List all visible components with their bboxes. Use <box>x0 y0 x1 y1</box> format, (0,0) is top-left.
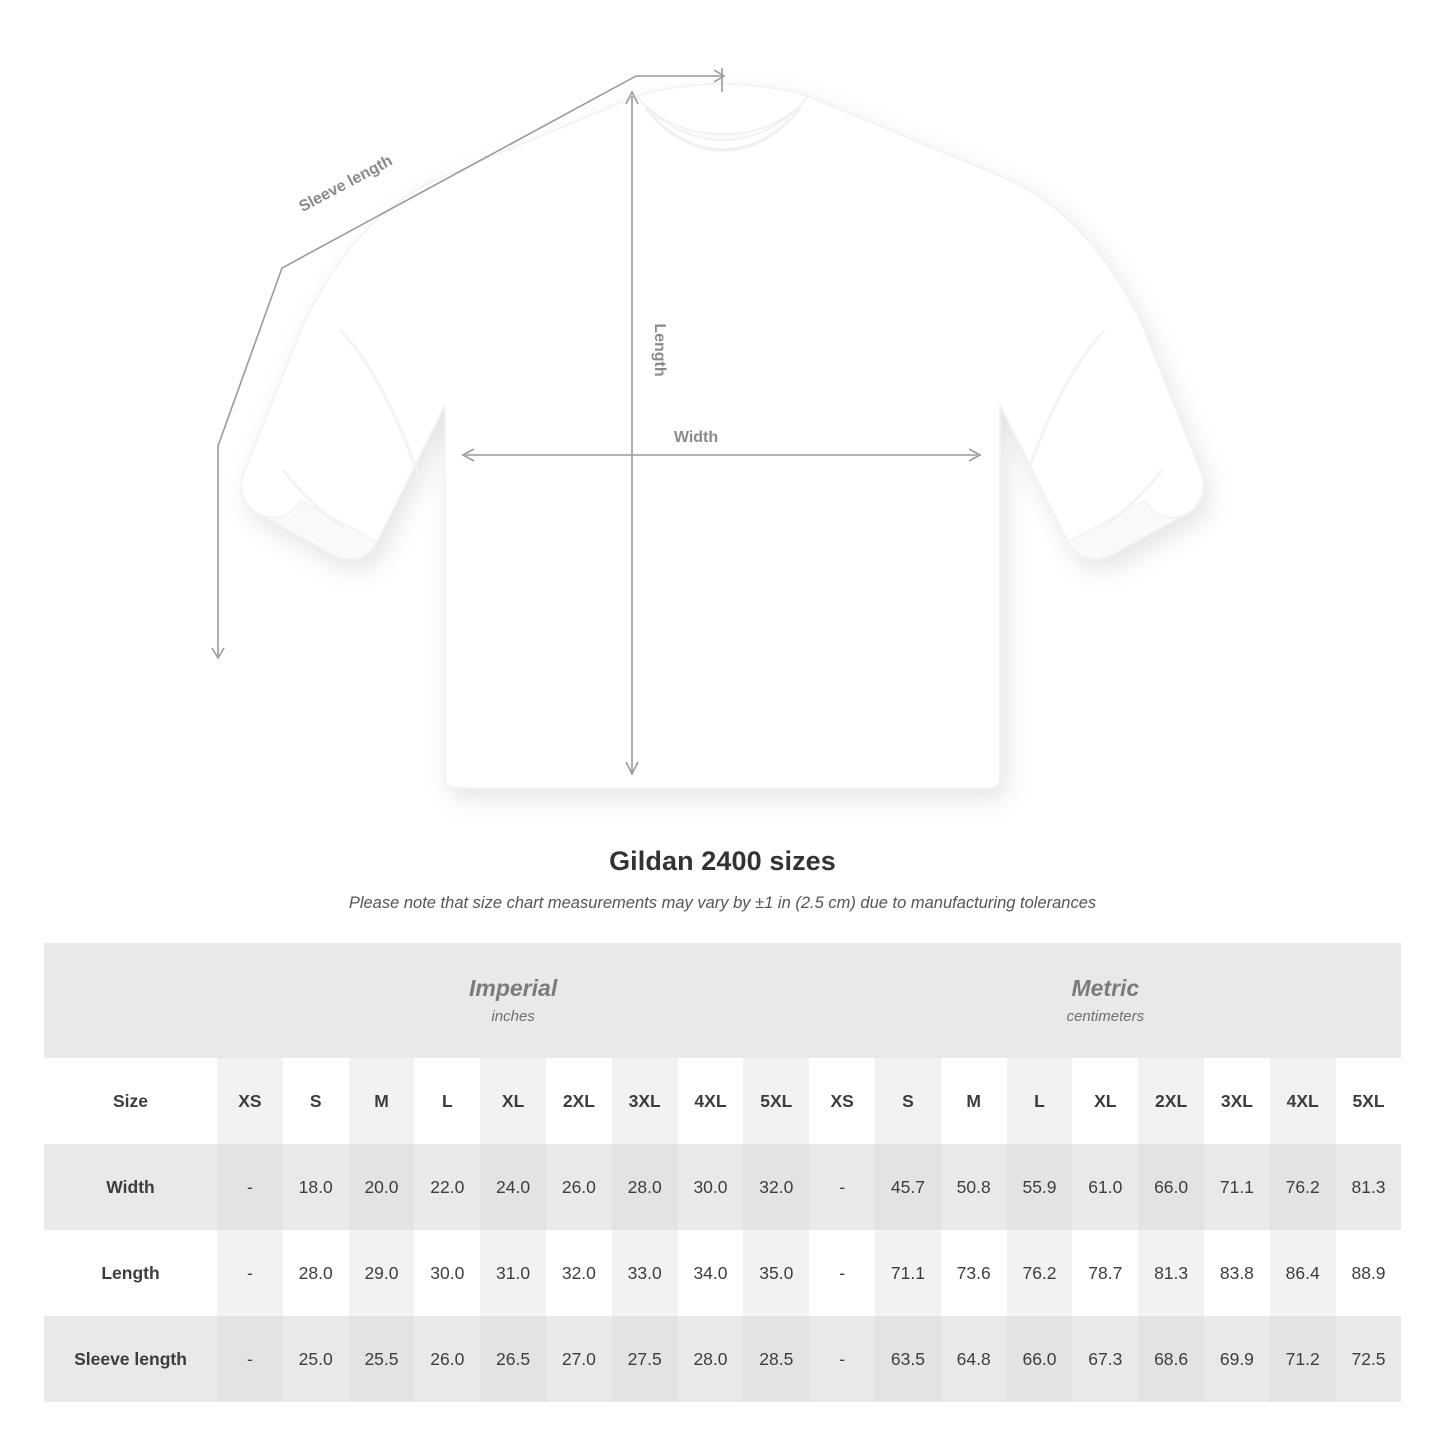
cell-sleeve-3xl-cm: 69.9 <box>1204 1316 1270 1402</box>
cell-width-4xl-in: 30.0 <box>678 1144 744 1230</box>
size-col-xl-imperial: XL <box>480 1058 546 1144</box>
cell-length-s-in: 28.0 <box>283 1230 349 1316</box>
size-col-xl-metric: XL <box>1072 1058 1138 1144</box>
cell-length-s-cm: 71.1 <box>875 1230 941 1316</box>
cell-width-xs-in: - <box>217 1144 283 1230</box>
cell-length-3xl-in: 33.0 <box>612 1230 678 1316</box>
cell-length-m-cm: 73.6 <box>941 1230 1007 1316</box>
unit-group-metric-sub: centimeters <box>1066 1008 1145 1026</box>
size-col-5xl-imperial: 5XL <box>743 1058 809 1144</box>
size-col-l-metric: L <box>1007 1058 1073 1144</box>
size-col-m-metric: M <box>941 1058 1007 1144</box>
cell-sleeve-xl-in: 26.5 <box>480 1316 546 1402</box>
size-header-row <box>44 1058 1401 1144</box>
size-col-2xl-metric: 2XL <box>1138 1058 1204 1144</box>
shirt-shape <box>241 84 1203 788</box>
cell-width-2xl-in: 26.0 <box>546 1144 612 1230</box>
chart-title: Gildan 2400 sizes <box>609 846 836 876</box>
size-col-4xl-metric: 4XL <box>1270 1058 1336 1144</box>
cell-width-4xl-cm: 76.2 <box>1270 1144 1336 1230</box>
size-col-3xl-imperial: 3XL <box>612 1058 678 1144</box>
table-row <box>44 1230 1401 1316</box>
cell-length-5xl-in: 35.0 <box>743 1230 809 1316</box>
unit-header-row <box>44 943 1401 1058</box>
cell-sleeve-l-in: 26.0 <box>414 1316 480 1402</box>
cell-sleeve-xl-cm: 67.3 <box>1072 1316 1138 1402</box>
cell-length-4xl-cm: 86.4 <box>1270 1230 1336 1316</box>
size-table <box>44 943 1401 1402</box>
row-label-sleeve-length: Sleeve length <box>44 1316 217 1402</box>
unit-group-metric <box>809 943 1401 1058</box>
cell-sleeve-xs-cm: - <box>809 1316 875 1402</box>
cell-width-m-in: 20.0 <box>349 1144 415 1230</box>
cell-width-l-in: 22.0 <box>414 1144 480 1230</box>
cell-length-l-in: 30.0 <box>414 1230 480 1316</box>
cell-sleeve-m-cm: 64.8 <box>941 1316 1007 1402</box>
size-col-5xl-metric: 5XL <box>1336 1058 1402 1144</box>
size-header-label: Size <box>44 1058 217 1144</box>
unit-group-imperial-name: Imperial <box>469 974 558 1001</box>
size-col-l-imperial: L <box>414 1058 480 1144</box>
cell-sleeve-l-cm: 66.0 <box>1007 1316 1073 1402</box>
cell-length-4xl-in: 34.0 <box>678 1230 744 1316</box>
cell-length-l-cm: 76.2 <box>1007 1230 1073 1316</box>
cell-length-xl-in: 31.0 <box>480 1230 546 1316</box>
cell-sleeve-m-in: 25.5 <box>349 1316 415 1402</box>
size-col-2xl-imperial: 2XL <box>546 1058 612 1144</box>
cell-sleeve-5xl-cm: 72.5 <box>1336 1316 1402 1402</box>
cell-length-5xl-cm: 88.9 <box>1336 1230 1402 1316</box>
cell-width-5xl-in: 32.0 <box>743 1144 809 1230</box>
unit-group-imperial-sub: inches <box>491 1008 535 1026</box>
unit-group-imperial <box>217 943 809 1058</box>
size-col-4xl-imperial: 4XL <box>678 1058 744 1144</box>
title-block <box>0 846 1445 913</box>
cell-length-xs-cm: - <box>809 1230 875 1316</box>
cell-width-m-cm: 50.8 <box>941 1144 1007 1230</box>
cell-length-2xl-cm: 81.3 <box>1138 1230 1204 1316</box>
table-row <box>44 1316 1401 1402</box>
cell-length-m-in: 29.0 <box>349 1230 415 1316</box>
size-col-3xl-metric: 3XL <box>1204 1058 1270 1144</box>
cell-width-s-cm: 45.7 <box>875 1144 941 1230</box>
cell-width-xs-cm: - <box>809 1144 875 1230</box>
length-label: Length <box>651 323 668 377</box>
row-label-length: Length <box>44 1230 217 1316</box>
cell-sleeve-4xl-cm: 71.2 <box>1270 1316 1336 1402</box>
size-col-s-imperial: S <box>283 1058 349 1144</box>
cell-width-2xl-cm: 66.0 <box>1138 1144 1204 1230</box>
chart-note: Please note that size chart measurements may vary by ±1 in (2.5 cm) due to manufacturing tolerances <box>348 894 1097 912</box>
cell-width-l-cm: 55.9 <box>1007 1144 1073 1230</box>
row-label-width: Width <box>44 1144 217 1230</box>
width-label: Width <box>673 429 719 446</box>
cell-sleeve-5xl-in: 28.5 <box>743 1316 809 1402</box>
size-table-wrap <box>44 943 1401 1402</box>
unit-group-metric-name: Metric <box>1071 974 1140 1001</box>
cell-width-xl-in: 24.0 <box>480 1144 546 1230</box>
unit-spacer <box>44 943 217 1058</box>
cell-width-3xl-in: 28.0 <box>612 1144 678 1230</box>
cell-sleeve-xs-in: - <box>217 1316 283 1402</box>
table-row <box>44 1144 1401 1230</box>
cell-length-xl-cm: 78.7 <box>1072 1230 1138 1316</box>
cell-length-2xl-in: 32.0 <box>546 1230 612 1316</box>
cell-width-xl-cm: 61.0 <box>1072 1144 1138 1230</box>
size-col-m-imperial: M <box>349 1058 415 1144</box>
cell-length-xs-in: - <box>217 1230 283 1316</box>
cell-sleeve-4xl-in: 28.0 <box>678 1316 744 1402</box>
cell-width-s-in: 18.0 <box>283 1144 349 1230</box>
cell-length-3xl-cm: 83.8 <box>1204 1230 1270 1316</box>
size-col-xs-metric: XS <box>809 1058 875 1144</box>
cell-width-3xl-cm: 71.1 <box>1204 1144 1270 1230</box>
size-col-s-metric: S <box>875 1058 941 1144</box>
sleeve-length-label: Sleeve length <box>296 152 396 216</box>
cell-sleeve-3xl-in: 27.5 <box>612 1316 678 1402</box>
cell-sleeve-2xl-in: 27.0 <box>546 1316 612 1402</box>
size-col-xs-imperial: XS <box>217 1058 283 1144</box>
cell-sleeve-s-cm: 63.5 <box>875 1316 941 1402</box>
cell-width-5xl-cm: 81.3 <box>1336 1144 1402 1230</box>
cell-sleeve-2xl-cm: 68.6 <box>1138 1316 1204 1402</box>
cell-sleeve-s-in: 25.0 <box>283 1316 349 1402</box>
